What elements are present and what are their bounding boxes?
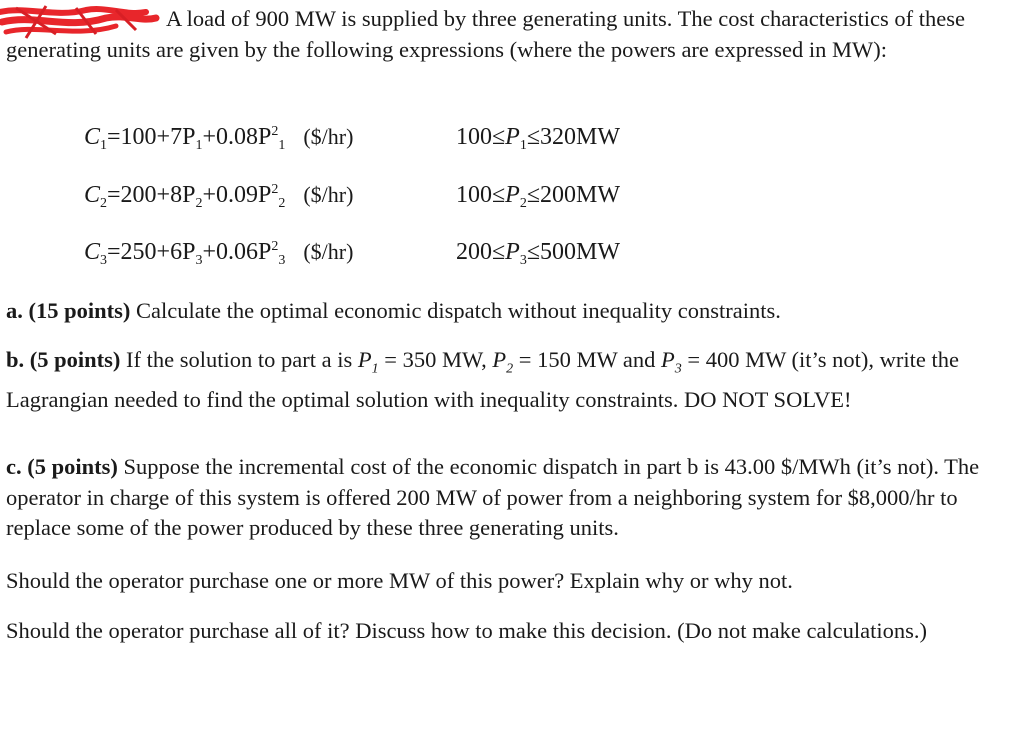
question-b-text-1: If the solution to part a is (120, 347, 358, 372)
intro-text: A load of 900 MW is supplied by three generating units. The cost characteristics of these generating units are given by the following expressions (where the powers are expressed in MW): (6, 6, 965, 62)
eq2-lo: 100≤ (456, 182, 506, 208)
eq3-range-sub: 3 (519, 253, 527, 268)
eq1-unit: ($/hr) (303, 124, 354, 149)
sub-question-1: Should the operator purchase one or more MW of this power? Explain why or why not. (6, 568, 793, 593)
cost-equation-2: $C_2=200+8P_2+0.09P^2_2$ ($/hr) $100\le P_2\le 200MW$ (84, 182, 621, 211)
eq3-quad: +0.06P (202, 239, 272, 265)
eq3-c: C (84, 239, 101, 265)
eq3-c-sub: 3 (100, 253, 108, 268)
eq1-rhs: =100+7P (107, 124, 196, 150)
eq2-hi: ≤200MW (526, 182, 621, 208)
eq3-p-sub: 3 (195, 253, 203, 268)
b-p1-val: = 350 MW, (378, 347, 493, 372)
eq2-rhs: =200+8P (107, 182, 196, 208)
question-a-label: a. (15 points) (6, 298, 131, 323)
b-p3-sub: 3 (674, 361, 682, 377)
eq1-range-sub: 1 (519, 138, 527, 153)
eq2-quad: +0.09P (202, 182, 272, 208)
eq2-p-sub: 2 (195, 196, 203, 211)
b-p1-sub: 1 (371, 361, 379, 377)
question-b-label: b. (5 points) (6, 347, 121, 372)
cost-equation-3: $C_3=250+6P_3+0.06P^2_3$ ($/hr) $200\le P_3\le 500MW$ (84, 239, 621, 268)
eq2-c-sub: 2 (100, 196, 108, 211)
b-p3: P (661, 347, 675, 372)
question-c-label: c. (5 points) (6, 454, 118, 479)
b-p2-sub: 2 (506, 361, 514, 377)
question-b (6, 345, 1006, 416)
eq3-hi: ≤500MW (526, 239, 621, 265)
eq2-p2-sub: 2 (278, 196, 286, 211)
b-p2: P (492, 347, 507, 372)
eq3-unit: ($/hr) (303, 239, 354, 264)
eq1-c: C (84, 124, 101, 150)
eq1-lo: 100≤ (456, 124, 506, 150)
question-a (6, 296, 1006, 327)
eq3-lo: 200≤ (456, 239, 506, 265)
eq3-rhs: =250+6P (107, 239, 196, 265)
question-a-text: Calculate the optimal economic dispatch without inequality constraints. (130, 298, 781, 323)
b-p3-val: = 400 MW (it’s not), write the Lagrangian needed to find the optimal solution with inequality constraints. DO NOT SOLVE! (6, 347, 960, 412)
eq2-unit: ($/hr) (303, 182, 354, 207)
b-p2-val: = 150 MW and (513, 347, 662, 372)
intro-paragraph (6, 4, 1006, 65)
b-p1: P (357, 347, 372, 372)
sub-question-2: Should the operator purchase all of it? Discuss how to make this decision. (Do not make calculations.) (6, 618, 928, 643)
eq1-c-sub: 1 (100, 138, 108, 153)
eq1-quad: +0.08P (202, 124, 272, 150)
cost-equation-1: $C_1=100+7P_1+0.08P^2_1$ ($/hr) $100\le P_1\le 320MW$ (84, 124, 621, 153)
eq1-p2-sub: 1 (278, 138, 286, 153)
question-c-text: Suppose the incremental cost of the economic dispatch in part b is 43.00 $/MWh (it’s not). The operator in charge of this system is offered 200 MW of power from a neighboring system for $8,000/hr to replace some of the power produced by these three generating units. (6, 454, 980, 540)
eq1-hi: ≤320MW (526, 124, 621, 150)
eq3-p2-sub: 3 (278, 253, 286, 268)
eq2-c: C (84, 182, 101, 208)
eq2-range-sub: 2 (519, 196, 527, 211)
question-c (6, 452, 1006, 544)
eq1-p-sub: 1 (195, 138, 203, 153)
